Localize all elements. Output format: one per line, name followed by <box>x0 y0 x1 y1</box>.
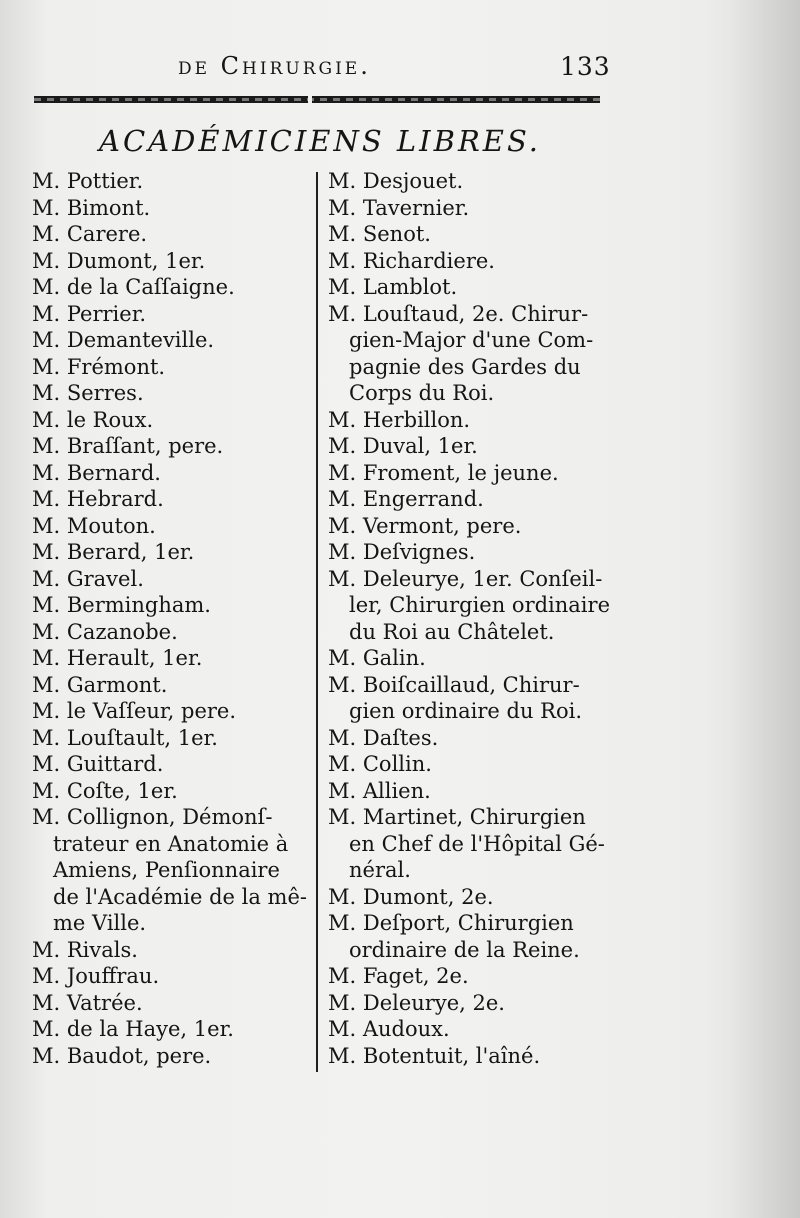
list-item: M. Duval, 1er. <box>328 434 478 458</box>
list-item: M. Braſſant, pere. <box>32 434 224 458</box>
running-head-title: de Chirurgie. <box>178 52 371 80</box>
list-item: M. Gravel. <box>32 566 144 591</box>
list-item: M. Tavernier. <box>328 195 470 220</box>
list-item: M. Collin. <box>328 752 432 776</box>
list-item: M. Garmont. <box>32 672 168 697</box>
list-item: M. Rivals. <box>32 937 138 962</box>
header-rule-ornament <box>34 98 600 101</box>
list-item: M. Frémont. <box>32 354 166 379</box>
list-item: M. Perrier. <box>32 301 147 326</box>
list-item: M. Allien. <box>328 778 431 803</box>
list-item-continuation: trateur en Anatomie à <box>53 831 289 856</box>
list-item: M. Dumont, 2e. <box>328 884 494 909</box>
list-item: M. Serres. <box>32 381 144 405</box>
column-divider <box>316 172 318 1072</box>
list-item: M. Galin. <box>328 646 426 670</box>
list-item: M. Froment, le jeune. <box>328 460 559 485</box>
list-item: M. Deſvignes. <box>328 540 476 564</box>
header-rule-break <box>308 95 312 104</box>
list-item: M. Collignon, Démonſ- <box>32 805 273 829</box>
list-item: M. de la Haye, 1er. <box>32 1017 234 1041</box>
list-item: M. Bermingham. <box>32 593 211 617</box>
list-item: M. Pottier. <box>32 169 144 193</box>
list-item-continuation: gien-Major d'une Com- <box>349 328 594 352</box>
list-item-continuation: Amiens, Penſionnaire <box>53 858 280 882</box>
list-item: M. Bimont. <box>32 195 151 220</box>
page-edge-shadow <box>730 0 800 1218</box>
list-item: M. Senot. <box>328 222 431 246</box>
list-item: M. Boiſcaillaud, Chirur- <box>328 672 580 697</box>
list-item: M. Jouffrau. <box>32 964 160 988</box>
list-item: M. Botentuit, l'aîné. <box>328 1043 541 1068</box>
list-item: M. Mouton. <box>32 513 156 538</box>
list-item: M. Martinet, Chirurgien <box>328 805 586 829</box>
left-column-list <box>32 168 310 1069</box>
page-number: 133 <box>560 52 611 81</box>
list-item: M. Deleurye, 2e. <box>328 990 505 1015</box>
list-item: M. Hebrard. <box>32 487 164 511</box>
list-item-continuation: Corps du Roi. <box>349 381 495 405</box>
list-item: M. Audoux. <box>328 1017 450 1041</box>
list-item: M. Demanteville. <box>32 328 215 352</box>
list-item: M. Carere. <box>32 222 148 246</box>
list-item: M. Berard, 1er. <box>32 540 195 564</box>
list-item: M. Herbillon. <box>328 407 471 432</box>
list-item-continuation: pagnie des Gardes du <box>349 354 581 379</box>
section-heading: ACADÉMICIENS LIBRES. <box>99 124 541 158</box>
list-item: M. Herault, 1er. <box>32 646 203 670</box>
list-item: M. Deleurye, 1er. Conſeil- <box>328 566 603 591</box>
list-item-continuation: gien ordinaire du Roi. <box>349 699 583 723</box>
list-item: M. Coſte, 1er. <box>32 778 178 803</box>
list-item: M. Guittard. <box>32 752 164 776</box>
list-item: M. Vermont, pere. <box>328 513 522 538</box>
list-item: M. Desjouet. <box>328 169 464 193</box>
running-head <box>0 52 800 92</box>
list-item: M. Deſport, Chirurgien <box>328 911 574 935</box>
list-item: M. le Roux. <box>32 407 154 432</box>
list-item: M. Baudot, pere. <box>32 1043 212 1068</box>
right-column-list <box>328 168 613 1069</box>
list-item-continuation: ordinaire de la Reine. <box>349 937 580 962</box>
list-item: M. Faget, 2e. <box>328 964 469 988</box>
list-item-continuation: ler, Chirurgien ordinaire <box>349 593 610 617</box>
list-item: M. Vatrée. <box>32 990 143 1015</box>
list-item: M. Louſtaud, 2e. Chirur- <box>328 301 589 326</box>
list-item: M. Cazanobe. <box>32 619 178 644</box>
list-item: M. Bernard. <box>32 460 161 485</box>
list-item: M. Engerrand. <box>328 487 484 511</box>
list-item: M. Louſtault, 1er. <box>32 725 218 750</box>
list-item-continuation: de l'Académie de la mê- <box>53 884 307 909</box>
list-item-continuation: néral. <box>349 858 411 882</box>
list-item: M. de la Caſſaigne. <box>32 275 235 299</box>
list-item: M. Lamblot. <box>328 275 458 299</box>
list-item: M. Richardiere. <box>328 248 495 273</box>
list-item-continuation: en Chef de l'Hôpital Gé- <box>349 831 605 856</box>
list-item: M. Daſtes. <box>328 725 439 750</box>
list-item: M. Dumont, 1er. <box>32 248 206 273</box>
list-item-continuation: du Roi au Châtelet. <box>349 619 555 644</box>
list-item-continuation: me Ville. <box>53 911 147 935</box>
list-item: M. le Vaſſeur, pere. <box>32 699 237 723</box>
